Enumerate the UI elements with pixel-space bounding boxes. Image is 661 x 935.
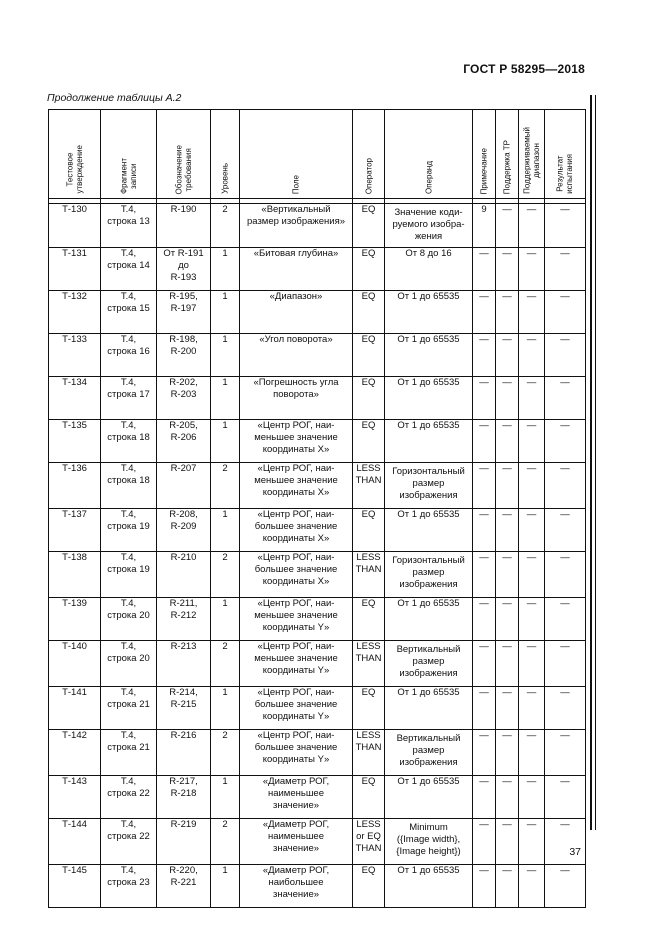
table-row xyxy=(49,291,586,334)
cell-requirement: R-207 xyxy=(157,463,211,509)
cell-note: — xyxy=(473,248,496,291)
cell-operator: LESS THAN xyxy=(353,730,385,776)
table-row xyxy=(49,598,586,641)
cell-statement-id: Т-139 xyxy=(49,598,101,641)
cell-result: — xyxy=(545,463,586,509)
cell-result: — xyxy=(545,248,586,291)
cell-result: — xyxy=(545,552,586,598)
cell-statement-id: Т-140 xyxy=(49,641,101,687)
cell-operand: Горизонтальный размер изображения xyxy=(385,552,473,598)
cell-operator: EQ xyxy=(353,420,385,463)
cell-level: 1 xyxy=(211,248,240,291)
cell-operator: LESS THAN xyxy=(353,641,385,687)
cell-support: — xyxy=(496,334,519,377)
cell-requirement: R-214, R-215 xyxy=(157,687,211,730)
cell-field: «Центр РОГ, наи- большее значение координаты X» xyxy=(240,509,353,552)
cell-note: — xyxy=(473,819,496,865)
table-caption: Продолжение таблицы А.2 xyxy=(47,92,182,104)
cell-fragment: Т.4, строка 21 xyxy=(101,730,157,776)
cell-range: — xyxy=(519,687,545,730)
cell-requirement: R-190 xyxy=(157,204,211,248)
cell-fragment: Т.4, строка 23 xyxy=(101,865,157,908)
col-header-note: Примечание xyxy=(473,110,496,199)
cell-note: — xyxy=(473,334,496,377)
cell-operator: EQ xyxy=(353,377,385,420)
table-row xyxy=(49,641,586,687)
cell-field: «Диаметр РОГ, наибольшее значение» xyxy=(240,865,353,908)
cell-range: — xyxy=(519,865,545,908)
cell-requirement: R-216 xyxy=(157,730,211,776)
cell-support: — xyxy=(496,552,519,598)
cell-fragment: Т.4, строка 21 xyxy=(101,687,157,730)
table-row xyxy=(49,334,586,377)
cell-range: — xyxy=(519,552,545,598)
cell-operand: Горизонтальный размер изображения xyxy=(385,463,473,509)
cell-fragment: Т.4, строка 18 xyxy=(101,420,157,463)
cell-operator: LESS THAN xyxy=(353,552,385,598)
cell-field: «Центр РОГ, наи- большее значение координаты Y» xyxy=(240,730,353,776)
cell-fragment: Т.4, строка 14 xyxy=(101,248,157,291)
cell-operator: EQ xyxy=(353,776,385,819)
cell-note: — xyxy=(473,291,496,334)
cell-operand: Вертикальный размер изображения xyxy=(385,730,473,776)
cell-statement-id: Т-145 xyxy=(49,865,101,908)
page-number: 37 xyxy=(569,846,581,858)
cell-range: — xyxy=(519,730,545,776)
cell-level: 1 xyxy=(211,865,240,908)
cell-operand: От 1 до 65535 xyxy=(385,377,473,420)
cell-requirement: От R-191 до R-193 xyxy=(157,248,211,291)
cell-operator: EQ xyxy=(353,334,385,377)
cell-requirement: R-202, R-203 xyxy=(157,377,211,420)
cell-result: — xyxy=(545,204,586,248)
col-header-fragment: Фрагмент записи xyxy=(101,110,157,199)
cell-operand: Значение коди- руемого изобра- жения xyxy=(385,204,473,248)
cell-level: 1 xyxy=(211,377,240,420)
col-header-range: Поддерживаемый диапазон xyxy=(519,110,545,199)
col-header-operand: Операнд xyxy=(385,110,473,199)
cell-level: 1 xyxy=(211,598,240,641)
cell-range: — xyxy=(519,377,545,420)
cell-support: — xyxy=(496,598,519,641)
cell-field: «Центр РОГ, наи- меньшее значение координаты X» xyxy=(240,463,353,509)
cell-statement-id: Т-138 xyxy=(49,552,101,598)
cell-operand: От 1 до 65535 xyxy=(385,334,473,377)
cell-support: — xyxy=(496,248,519,291)
cell-operator: EQ xyxy=(353,204,385,248)
cell-statement-id: Т-136 xyxy=(49,463,101,509)
cell-statement-id: Т-143 xyxy=(49,776,101,819)
cell-requirement: R-205, R-206 xyxy=(157,420,211,463)
cell-field: «Угол поворота» xyxy=(240,334,353,377)
cell-result: — xyxy=(545,641,586,687)
cell-level: 1 xyxy=(211,687,240,730)
cell-requirement: R-211, R-212 xyxy=(157,598,211,641)
table-row xyxy=(49,687,586,730)
cell-fragment: Т.4, строка 19 xyxy=(101,509,157,552)
cell-requirement: R-210 xyxy=(157,552,211,598)
cell-result: — xyxy=(545,865,586,908)
cell-range: — xyxy=(519,641,545,687)
cell-result: — xyxy=(545,598,586,641)
col-header-result: Результат испытания xyxy=(545,110,586,199)
cell-fragment: Т.4, строка 20 xyxy=(101,641,157,687)
cell-range: — xyxy=(519,204,545,248)
cell-note: — xyxy=(473,377,496,420)
cell-statement-id: Т-131 xyxy=(49,248,101,291)
cell-result: — xyxy=(545,819,586,865)
cell-statement-id: Т-137 xyxy=(49,509,101,552)
cell-note: — xyxy=(473,776,496,819)
cell-level: 2 xyxy=(211,552,240,598)
cell-fragment: Т.4, строка 13 xyxy=(101,204,157,248)
cell-operand: От 1 до 65535 xyxy=(385,865,473,908)
standard-id: ГОСТ Р 58295—2018 xyxy=(463,62,585,76)
cell-field: «Центр РОГ, наи- большее значение координаты X» xyxy=(240,552,353,598)
cell-note: — xyxy=(473,463,496,509)
cell-operator: EQ xyxy=(353,687,385,730)
cell-level: 2 xyxy=(211,204,240,248)
cell-result: — xyxy=(545,420,586,463)
cell-level: 1 xyxy=(211,420,240,463)
cell-operator: EQ xyxy=(353,509,385,552)
col-header-support: Поддержка ТР xyxy=(496,110,519,199)
cell-support: — xyxy=(496,509,519,552)
table-body xyxy=(49,204,586,908)
cell-fragment: Т.4, строка 18 xyxy=(101,463,157,509)
cell-field: «Центр РОГ, наи- меньшее значение координаты Y» xyxy=(240,598,353,641)
table-row xyxy=(49,248,586,291)
header-row xyxy=(49,110,586,199)
cell-requirement: R-195, R-197 xyxy=(157,291,211,334)
cell-support: — xyxy=(496,730,519,776)
cell-fragment: Т.4, строка 16 xyxy=(101,334,157,377)
cell-field: «Центр РОГ, наи- меньшее значение координаты Y» xyxy=(240,641,353,687)
cell-range: — xyxy=(519,334,545,377)
cell-statement-id: Т-142 xyxy=(49,730,101,776)
cell-level: 1 xyxy=(211,334,240,377)
cell-fragment: Т.4, строка 15 xyxy=(101,291,157,334)
table-row xyxy=(49,819,586,865)
cell-support: — xyxy=(496,776,519,819)
table-row xyxy=(49,865,586,908)
cell-range: — xyxy=(519,509,545,552)
cell-operand: От 1 до 65535 xyxy=(385,598,473,641)
cell-level: 2 xyxy=(211,641,240,687)
col-header-field: Поле xyxy=(240,110,353,199)
cell-statement-id: Т-133 xyxy=(49,334,101,377)
cell-result: — xyxy=(545,730,586,776)
cell-range: — xyxy=(519,248,545,291)
cell-note: 9 xyxy=(473,204,496,248)
cell-support: — xyxy=(496,865,519,908)
cell-operand: От 1 до 65535 xyxy=(385,291,473,334)
cell-range: — xyxy=(519,463,545,509)
margin-rule-thin xyxy=(595,95,596,830)
cell-range: — xyxy=(519,598,545,641)
col-header-operator: Оператор xyxy=(353,110,385,199)
cell-operator: LESS THAN xyxy=(353,463,385,509)
cell-result: — xyxy=(545,509,586,552)
cell-note: — xyxy=(473,865,496,908)
cell-result: — xyxy=(545,687,586,730)
cell-requirement: R-213 xyxy=(157,641,211,687)
cell-statement-id: Т-141 xyxy=(49,687,101,730)
cell-note: — xyxy=(473,641,496,687)
cell-operand: От 1 до 65535 xyxy=(385,509,473,552)
cell-statement-id: Т-134 xyxy=(49,377,101,420)
cell-fragment: Т.4, строка 19 xyxy=(101,552,157,598)
cell-requirement: R-217, R-218 xyxy=(157,776,211,819)
cell-requirement: R-208, R-209 xyxy=(157,509,211,552)
cell-requirement: R-219 xyxy=(157,819,211,865)
cell-support: — xyxy=(496,641,519,687)
cell-field: «Центр РОГ, наи- меньшее значение координаты X» xyxy=(240,420,353,463)
cell-support: — xyxy=(496,377,519,420)
table-row xyxy=(49,377,586,420)
cell-support: — xyxy=(496,420,519,463)
cell-support: — xyxy=(496,463,519,509)
cell-operand: От 1 до 65535 xyxy=(385,687,473,730)
cell-range: — xyxy=(519,776,545,819)
cell-requirement: R-198, R-200 xyxy=(157,334,211,377)
cell-level: 2 xyxy=(211,730,240,776)
cell-support: — xyxy=(496,204,519,248)
cell-fragment: Т.4, строка 22 xyxy=(101,776,157,819)
cell-operator: EQ xyxy=(353,248,385,291)
cell-level: 1 xyxy=(211,291,240,334)
cell-fragment: Т.4, строка 17 xyxy=(101,377,157,420)
table-row xyxy=(49,776,586,819)
cell-result: — xyxy=(545,377,586,420)
cell-field: «Диаметр РОГ, наименьшее значение» xyxy=(240,819,353,865)
cell-field: «Битовая глубина» xyxy=(240,248,353,291)
cell-statement-id: Т-130 xyxy=(49,204,101,248)
cell-fragment: Т.4, строка 22 xyxy=(101,819,157,865)
cell-level: 2 xyxy=(211,463,240,509)
cell-note: — xyxy=(473,420,496,463)
cell-note: — xyxy=(473,598,496,641)
cell-operator: EQ xyxy=(353,598,385,641)
cell-result: — xyxy=(545,334,586,377)
col-header-level: Уровень xyxy=(211,110,240,199)
cell-requirement: R-220, R-221 xyxy=(157,865,211,908)
table-row xyxy=(49,204,586,248)
cell-operand: Вертикальный размер изображения xyxy=(385,641,473,687)
cell-operand: Minimum ({Image width}, {Image height}) xyxy=(385,819,473,865)
cell-result: — xyxy=(545,776,586,819)
table-row xyxy=(49,730,586,776)
cell-operator: EQ xyxy=(353,291,385,334)
table-row xyxy=(49,509,586,552)
cell-statement-id: Т-144 xyxy=(49,819,101,865)
cell-support: — xyxy=(496,687,519,730)
cell-field: «Погрешность угла поворота» xyxy=(240,377,353,420)
cell-operand: От 8 до 16 xyxy=(385,248,473,291)
table-row xyxy=(49,420,586,463)
cell-note: — xyxy=(473,730,496,776)
cell-note: — xyxy=(473,509,496,552)
cell-field: «Вертикальный размер изображения» xyxy=(240,204,353,248)
cell-range: — xyxy=(519,291,545,334)
table-row xyxy=(49,463,586,509)
cell-field: «Центр РОГ, наи- большее значение координаты Y» xyxy=(240,687,353,730)
cell-level: 1 xyxy=(211,776,240,819)
table-row xyxy=(49,552,586,598)
cell-note: — xyxy=(473,687,496,730)
cell-operand: От 1 до 65535 xyxy=(385,776,473,819)
cell-level: 2 xyxy=(211,819,240,865)
cell-statement-id: Т-135 xyxy=(49,420,101,463)
cell-operator: EQ xyxy=(353,865,385,908)
cell-range: — xyxy=(519,420,545,463)
cell-fragment: Т.4, строка 20 xyxy=(101,598,157,641)
cell-field: «Диапазон» xyxy=(240,291,353,334)
cell-range: — xyxy=(519,819,545,865)
col-header-statement: Тестовое утверждение xyxy=(49,110,101,199)
cell-operand: От 1 до 65535 xyxy=(385,420,473,463)
requirements-table xyxy=(48,109,586,908)
cell-result: — xyxy=(545,291,586,334)
cell-note: — xyxy=(473,552,496,598)
cell-support: — xyxy=(496,819,519,865)
cell-level: 1 xyxy=(211,509,240,552)
col-header-requirement: Обозначение требования xyxy=(157,110,211,199)
cell-operator: LESS or EQ THAN xyxy=(353,819,385,865)
cell-field: «Диаметр РОГ, наименьшее значение» xyxy=(240,776,353,819)
cell-statement-id: Т-132 xyxy=(49,291,101,334)
cell-support: — xyxy=(496,291,519,334)
margin-rule-thick xyxy=(590,95,592,830)
